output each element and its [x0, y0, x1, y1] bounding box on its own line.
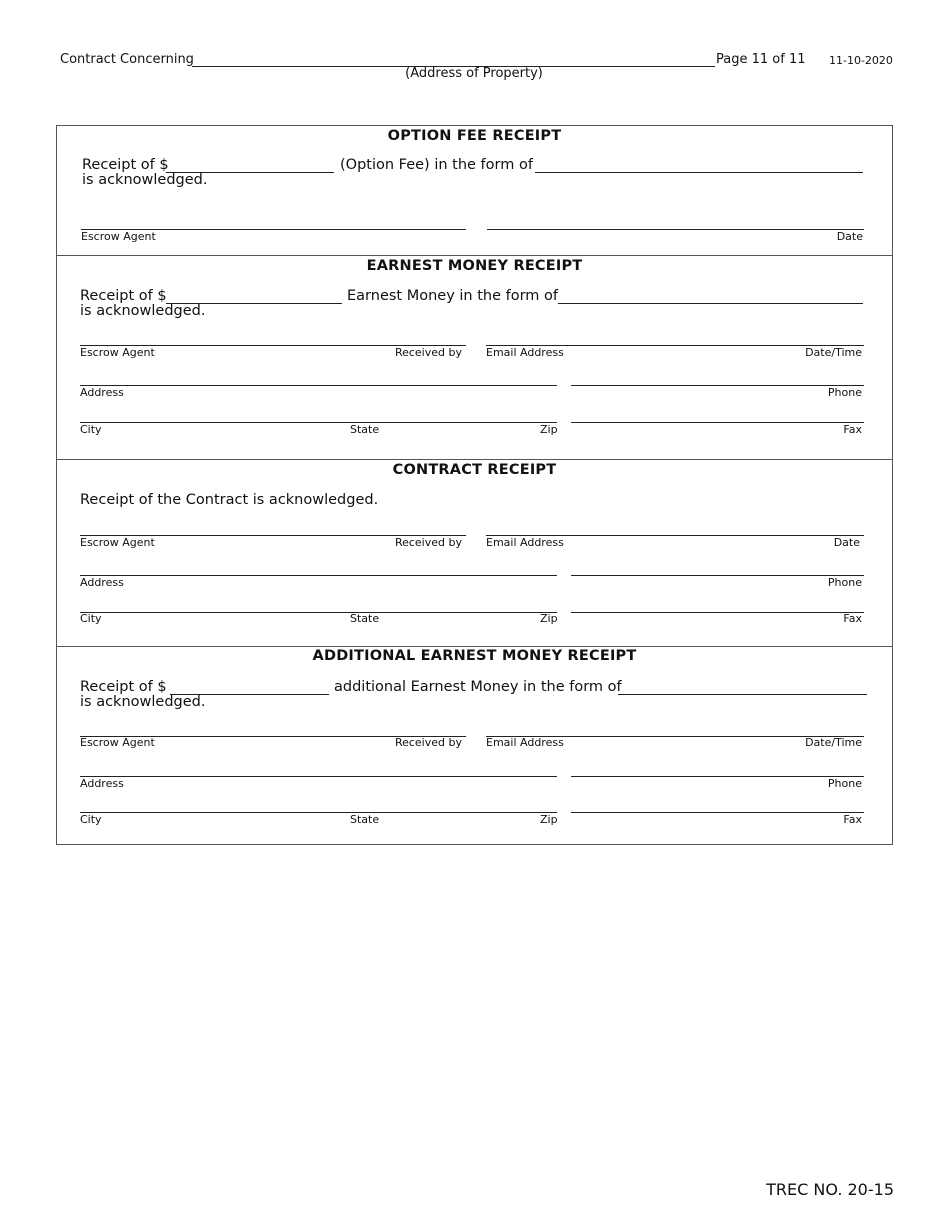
section-divider [56, 255, 893, 256]
fax-label: Fax [843, 423, 862, 436]
address-caption: (Address of Property) [405, 66, 543, 81]
city-state-zip-field[interactable] [80, 422, 557, 423]
city-label: City [80, 813, 102, 826]
address-label: Address [80, 777, 124, 790]
state-label: State [350, 612, 380, 625]
email-label: Email Address [486, 536, 564, 549]
datetime-label: Date/Time [805, 736, 862, 749]
escrow-agent-label: Escrow Agent [80, 536, 155, 549]
fax-label: Fax [843, 813, 862, 826]
additional-form-field[interactable] [618, 694, 867, 695]
email-label: Email Address [486, 736, 564, 749]
zip-label: Zip [540, 612, 558, 625]
section-title: ADDITIONAL EARNEST MONEY RECEIPT [312, 648, 637, 664]
contract-statement: Receipt of the Contract is acknowledged. [80, 492, 379, 508]
section-title: OPTION FEE RECEIPT [387, 128, 562, 144]
escrow-agent-label: Escrow Agent [80, 346, 155, 359]
receipt-of-label: Receipt of $ [80, 679, 167, 695]
acknowledged-text: is acknowledged. [80, 303, 206, 319]
address-field[interactable] [80, 385, 557, 386]
received-by-label: Received by [394, 346, 462, 359]
section-divider [56, 459, 893, 460]
acknowledged-text: is acknowledged. [80, 694, 206, 710]
form-of-label: (Option Fee) in the form of [340, 157, 533, 173]
form-date: 11-10-2020 [829, 54, 893, 67]
state-label: State [350, 813, 380, 826]
city-state-zip-field[interactable] [80, 812, 557, 813]
city-state-zip-field[interactable] [80, 612, 557, 613]
receipt-of-label: Receipt of $ [82, 157, 169, 173]
received-by-label: Received by [394, 536, 462, 549]
phone-label: Phone [827, 576, 862, 589]
address-label: Address [80, 576, 124, 589]
escrow-agent-label: Escrow Agent [80, 736, 155, 749]
section-title: CONTRACT RECEIPT [392, 462, 557, 478]
address-field[interactable] [80, 575, 557, 576]
option-fee-form-field[interactable] [535, 172, 863, 173]
section-divider [56, 646, 893, 647]
fax-label: Fax [843, 612, 862, 625]
contract-concerning-label: Contract Concerning [60, 52, 194, 67]
address-label: Address [80, 386, 124, 399]
received-by-label: Received by [394, 736, 462, 749]
datetime-label: Date/Time [805, 346, 862, 359]
form-number: TREC NO. 20-15 [766, 1180, 894, 1199]
form-of-label: Earnest Money in the form of [347, 288, 559, 304]
phone-label: Phone [827, 386, 862, 399]
acknowledged-text: is acknowledged. [82, 172, 208, 188]
receipt-of-label: Receipt of $ [80, 288, 167, 304]
zip-label: Zip [540, 423, 558, 436]
date-label: Date [833, 536, 860, 549]
city-label: City [80, 423, 102, 436]
earnest-form-field[interactable] [558, 303, 863, 304]
section-title: EARNEST MONEY RECEIPT [366, 258, 583, 274]
state-label: State [350, 423, 380, 436]
email-label: Email Address [486, 346, 564, 359]
city-label: City [80, 612, 102, 625]
zip-label: Zip [540, 813, 558, 826]
phone-label: Phone [827, 777, 862, 790]
form-of-label: additional Earnest Money in the form of [334, 679, 622, 695]
date-label: Date [836, 230, 863, 243]
escrow-agent-label: Escrow Agent [81, 230, 156, 243]
page-number: Page 11 of 11 [716, 52, 806, 67]
address-field[interactable] [80, 776, 557, 777]
